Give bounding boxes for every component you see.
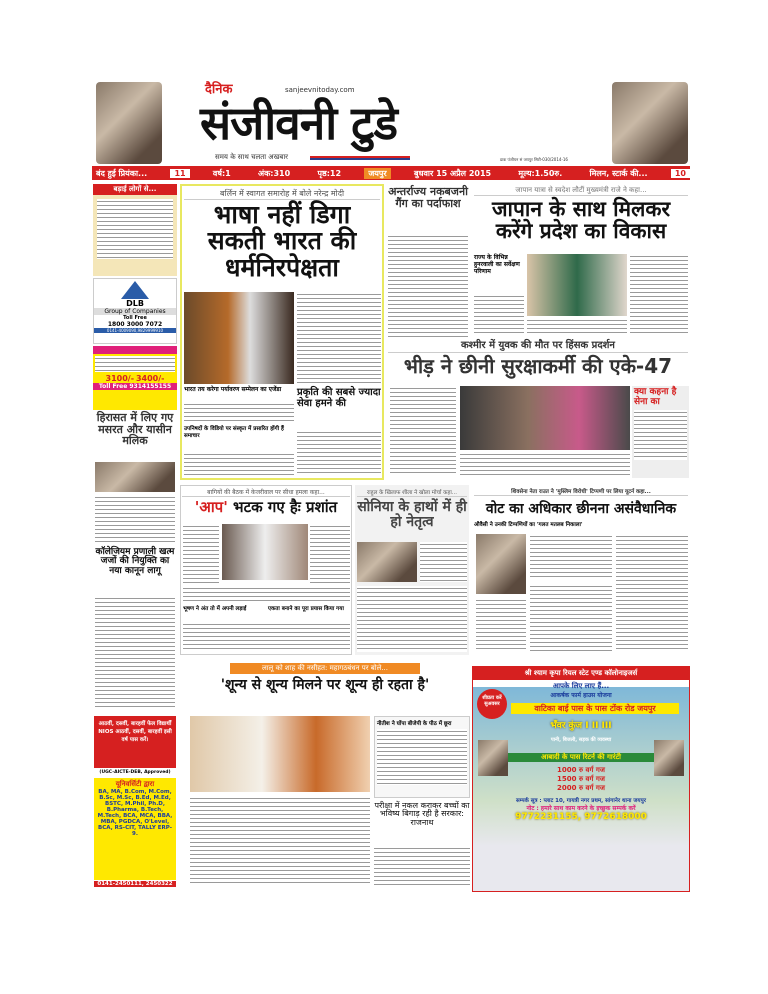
rate-2: 1500 रु वर्ग गज: [557, 775, 605, 783]
dlb-phone: 0141-4009090,9829999910: [94, 328, 176, 333]
right-page-number: 10: [671, 169, 690, 178]
date: बुधवार 15 अप्रैल 2015: [414, 168, 492, 178]
nios-ad[interactable]: आठवीं, दसवीं, बारहवीं फेल विद्यार्थी NIOS आठवीं, दसवीं, बारहवीं इसी वर्ष पास करें।: [94, 716, 176, 768]
modi-sub3[interactable]: प्रकृति की सबसे ज्यादा सेवा हमने की: [297, 387, 381, 409]
registration-number: डाक पंजीयन सं जयपुर सिटी-030/2014-16: [500, 157, 568, 162]
masthead-title: संजीवनी टुडे: [200, 96, 397, 150]
modi-body-2: [184, 402, 294, 424]
dlb-tollfree-label: Toll Free: [123, 315, 147, 321]
army-headline[interactable]: क्या कहना है सेना का: [634, 387, 677, 407]
nitish-box: [374, 716, 470, 798]
japan-sub: राज्य के विभिन्न हुनरवाली का सर्वेक्षण परिणाम: [474, 254, 520, 276]
collegium-headline[interactable]: कॉलेजियम प्रणाली खत्म जजों की नियुक्ति का नया कानून लागू: [95, 547, 175, 576]
aap-body-2: [310, 524, 350, 584]
japan-body: [474, 294, 524, 336]
left-page-number: 11: [170, 169, 189, 178]
dlb-name: DLB: [126, 299, 144, 308]
modi-body-3: [184, 452, 294, 476]
aap-kicker: बागियों की बैठक में केजरीवाल पर सीधा हमला कहा...: [182, 488, 350, 497]
property-note: नोट : हमारे साथ काम करने के इच्छुक सम्पर्क करें: [526, 805, 636, 812]
sonia-body: [420, 542, 467, 582]
modi-headline[interactable]: भाषा नहीं डिगा सकती भारत की धर्मनिरपेक्षता: [207, 200, 357, 282]
gang-headline[interactable]: अन्तर्राज्य नकबजनी गैंग का पर्दाफाश: [388, 185, 468, 210]
rate-3: 2000 रु वर्ग गज: [557, 784, 605, 792]
kashmir-body-2: [460, 452, 630, 478]
property-location: वाटिका बाई पास के पास टोंक रोड जयपुर: [511, 703, 679, 714]
aap-headline-quote: 'आप': [194, 498, 228, 516]
dlb-ad[interactable]: [93, 278, 177, 344]
raut-photo: [476, 534, 526, 594]
kashmir-headline[interactable]: भीड़ ने छीनी सुरक्षाकर्मी की एके-47: [403, 354, 673, 378]
masarat-photo: [95, 462, 175, 492]
sonia-headline[interactable]: सोनिया के हाथों में ही हो नेतृत्व: [357, 499, 467, 530]
left-teaser[interactable]: बंद हुई प्रियंका...: [96, 168, 148, 178]
property-project: भँवर कुंज I II III: [550, 721, 612, 731]
aap-body-4: [183, 622, 350, 652]
agent-photo-left: [478, 740, 508, 776]
quote-box: [93, 184, 177, 276]
property-ad[interactable]: [472, 666, 690, 892]
city: जयपुर: [364, 168, 390, 179]
masthead-website: sanjeevnitoday.com: [285, 86, 355, 94]
aap-headline-text: भटक गए हैः प्रशांत: [233, 498, 338, 516]
masthead-tagline: समय के साथ चलता अखबार: [215, 153, 289, 161]
info-strip: [92, 166, 690, 180]
sonia-kicker: राहुल के खिलाफ शीला ने खोला मोर्चा कहा...: [357, 488, 467, 497]
rate-1: 1000 रु वर्ग गज: [557, 766, 605, 774]
modi-body-4: [297, 430, 381, 476]
japan-headline[interactable]: जापान के साथ मिलकर करेंगे प्रदेश का विकास: [491, 197, 671, 244]
japan-kicker: जापान यात्रा से स्वदेश लौटीं मुख्यमंत्री राजे ने कहा...: [474, 186, 688, 196]
modi-photo: [184, 292, 294, 384]
course-list: BA, MA, B.Com, M.Com, B.Sc, M.Sc, B.Ed, M.Ed, BSTC, M.Phil, Ph.D, B.Pharma, B.Tech, M.Tech, BCA, MCA, BBA, MBA, PGDCA, O'Level, BCA, RS-CIT, TALLY ERP-9.: [97, 789, 173, 837]
price-2: 3400/-: [135, 374, 165, 383]
aap-body: [183, 524, 219, 584]
ugc-approval: (UGC-AICTE-DEB, Approved): [99, 770, 171, 775]
university-ad[interactable]: [94, 778, 176, 880]
agent-photo-right: [654, 740, 684, 776]
scheme-tollfree: Toll Free 9314155155: [93, 383, 177, 390]
collegium-body: [95, 596, 175, 710]
modi-sub1: भारत तय करेगा पर्यावरण सम्मेलन का एजेंडा: [184, 386, 282, 393]
modi-sub2: उपनिषदों के विडियो पर संस्कृत में प्रसारित होंगी हैं समाचार: [184, 426, 284, 439]
tagline-rule: [310, 156, 410, 160]
aap-headline[interactable]: [182, 500, 350, 516]
masarat-body: [95, 495, 175, 545]
university-phone: 0141-2450111, 2450322: [94, 881, 176, 887]
kashmir-body: [390, 386, 456, 476]
celebrity-photo-right: [612, 82, 688, 164]
sonia-body-2: [357, 586, 467, 652]
lalu-headline[interactable]: 'शून्य से शून्य मिलने पर शून्य ही रहता है': [220, 677, 430, 693]
japan-photo: [527, 254, 627, 316]
sheila-photo: [357, 542, 417, 582]
rajnath-shah-photo: [190, 716, 370, 792]
pages: पृष्ठ:12: [317, 168, 342, 178]
property-phones: 9772231155, 9772618000: [515, 812, 647, 822]
property-guarantee: आबादी के पास रिटर्न की गारंटी: [503, 753, 659, 762]
aap-sub2: एकता बनाने का पूरा प्रयास किया गया: [268, 606, 344, 612]
kashmir-photo: [460, 386, 630, 450]
right-teaser[interactable]: मिलन, स्टार्क की...: [589, 168, 648, 178]
shivsena-headline[interactable]: वोट का अधिकार छीनना असंवैधानिक: [485, 501, 677, 517]
scheme-ad[interactable]: [93, 346, 177, 410]
dlb-group: Group of Companies: [94, 308, 176, 315]
property-title: श्री श्याम कृपा रियल स्टेट एण्ड कॉलोनाइजर्स: [473, 667, 689, 680]
japan-body-2: [630, 254, 688, 336]
shivsena-body: [530, 584, 612, 652]
nitish-headline[interactable]: नीतीश ने घोंपा बीजेपी के पीठ में छूरा: [377, 721, 452, 727]
army-box: [632, 386, 689, 478]
celebrity-photo-left: [96, 82, 162, 164]
property-intro: आपके लिए लाए हैं...: [552, 682, 610, 690]
aap-photo: [222, 524, 308, 580]
university-title: यूनिवर्सिटी द्वारा: [115, 780, 155, 788]
dlb-tollfree: 1800 3000 7072: [107, 321, 163, 328]
lalu-kicker: लालू को शाह की नसीहत: महागठबंधन पर बोले...: [230, 663, 420, 674]
property-subtitle: आकर्षक फार्म हाउस योजना: [550, 692, 612, 699]
masarat-headline[interactable]: हिरासत में लिए गए मसरत और यासीन मलिक: [96, 411, 174, 448]
shivsena-sub: औवैसी ने उनकी टिप्पणियों का 'गलत मतलब निकाला': [474, 522, 583, 528]
shivsena-kicker: शिवसेना नेता राउत ने 'मुस्लिम विरोधी' टिप्पणी पर लिया यूटर्न कहा...: [474, 487, 688, 496]
quote-title: बड़ाई लोगों से...: [93, 184, 177, 195]
kashmir-kicker: कश्मीर में युवक की मौत पर हिंसक प्रदर्शन: [388, 341, 688, 353]
lalu-body: [190, 796, 370, 884]
price: मूल्य:1.50रु.: [518, 168, 563, 178]
gang-body: [388, 234, 468, 338]
masthead-prefix: दैनिक: [205, 82, 233, 97]
property-badge: शीघ्रता करें सुअवसर: [477, 689, 507, 719]
year: वर्ष:1: [212, 168, 231, 178]
rajnath-headline[interactable]: परीक्षा में नकल कराकर बच्चों का भविष्य बिगाड़ रही है सरकार: राजनाथ: [374, 801, 470, 827]
price-1: 3100/-: [105, 374, 135, 383]
shivsena-body-3: [616, 534, 688, 652]
dlb-logo-icon: [121, 281, 149, 299]
shivsena-body-2: [476, 598, 526, 652]
property-amenity: पानी, बिजली, सड़क की व्यवस्था: [550, 737, 612, 743]
modi-body: [297, 292, 381, 384]
property-contact: सम्पर्क सूत्र : प्लाट 10, गायत्री नगर प्रथम, सांगानेर थाना जयपुर: [515, 798, 646, 804]
japan-caption: [527, 318, 627, 336]
aap-sub1: भूषण ने अंत तो में अपनी लड़ाई: [183, 606, 247, 612]
aap-body-3: [183, 586, 350, 604]
shivsena-quote: [530, 534, 612, 580]
modi-kicker: बर्लिन में स्वागत समारोह में बोले नरेन्द्र मोदी: [184, 188, 380, 200]
issue: अंक:310: [258, 168, 291, 178]
rajnath-body: [374, 846, 470, 886]
